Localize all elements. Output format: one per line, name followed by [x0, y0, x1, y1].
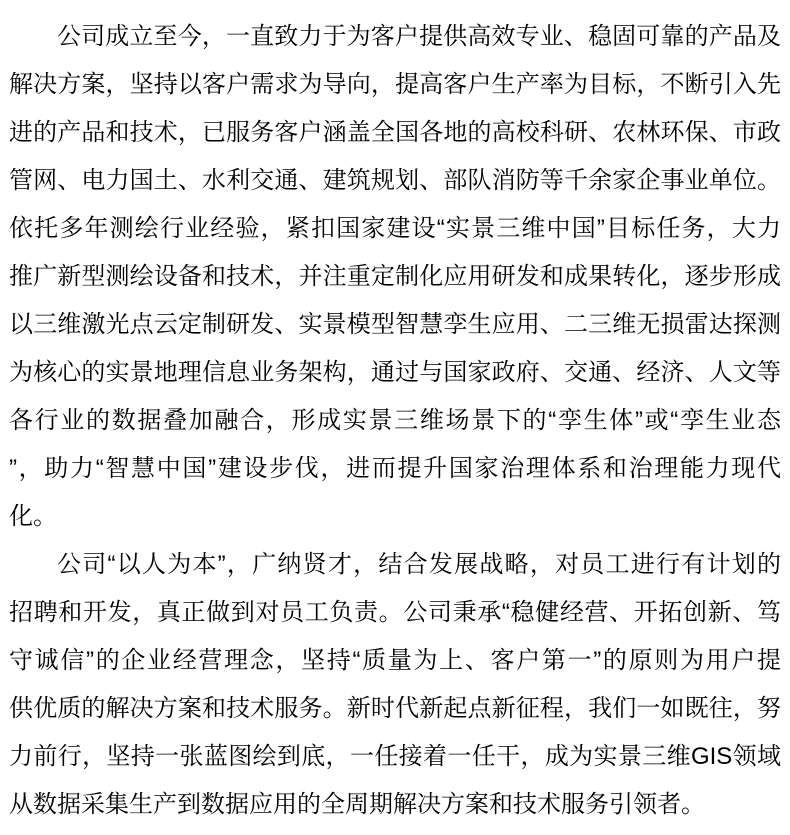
text-line: 为核心的实景地理信息业务架构，通过与国家政府、交通、经济、人文等 — [9, 359, 781, 386]
text-line: 从数据采集生产到数据应用的全周期解决方案和技术服务引领者。 — [9, 791, 705, 818]
text-line: 力前行，坚持一张蓝图绘到底，一任接着一任干，成为实景三维GIS领域 — [9, 743, 781, 770]
text-line: 供优质的解决方案和技术服务。新时代新起点新征程，我们一如既往，努 — [9, 695, 781, 722]
text-line: 守诚信”的企业经营理念，坚持“质量为上、客户第一”的原则为用户提 — [9, 647, 781, 674]
text-line: 各行业的数据叠加融合，形成实景三维场景下的“孪生体”或“孪生业态 — [9, 407, 781, 434]
text-line: 化。 — [9, 503, 57, 530]
text-line: ”，助力“智慧中国”建设步伐，进而提升国家治理体系和治理能力现代 — [9, 455, 781, 482]
text-line: 推广新型测绘设备和技术，并注重定制化应用研发和成果转化，逐步形成 — [9, 263, 781, 290]
paragraph — [9, 13, 781, 541]
text-line: 公司成立至今，一直致力于为客户提供高效专业、稳固可靠的产品及 — [57, 23, 781, 50]
text-line: 公司“以人为本”，广纳贤才，结合发展战略，对员工进行有计划的 — [57, 551, 781, 578]
text-line: 进的产品和技术，已服务客户涵盖全国各地的高校科研、农林环保、市政 — [9, 119, 781, 146]
text-line: 招聘和开发，真正做到对员工负责。公司秉承“稳健经营、开拓创新、笃 — [9, 599, 781, 626]
text-line: 解决方案，坚持以客户需求为导向，提高客户生产率为目标，不断引入先 — [9, 71, 781, 98]
paragraph — [9, 541, 781, 829]
text-line: 依托多年测绘行业经验，紧扣国家建设“实景三维中国”目标任务，大力 — [9, 215, 781, 242]
text-line: 管网、电力国土、水利交通、建筑规划、部队消防等千余家企事业单位。 — [9, 167, 781, 194]
document-body — [9, 13, 781, 829]
text-line: 以三维激光点云定制研发、实景模型智慧孪生应用、二三维无损雷达探测 — [9, 311, 781, 338]
